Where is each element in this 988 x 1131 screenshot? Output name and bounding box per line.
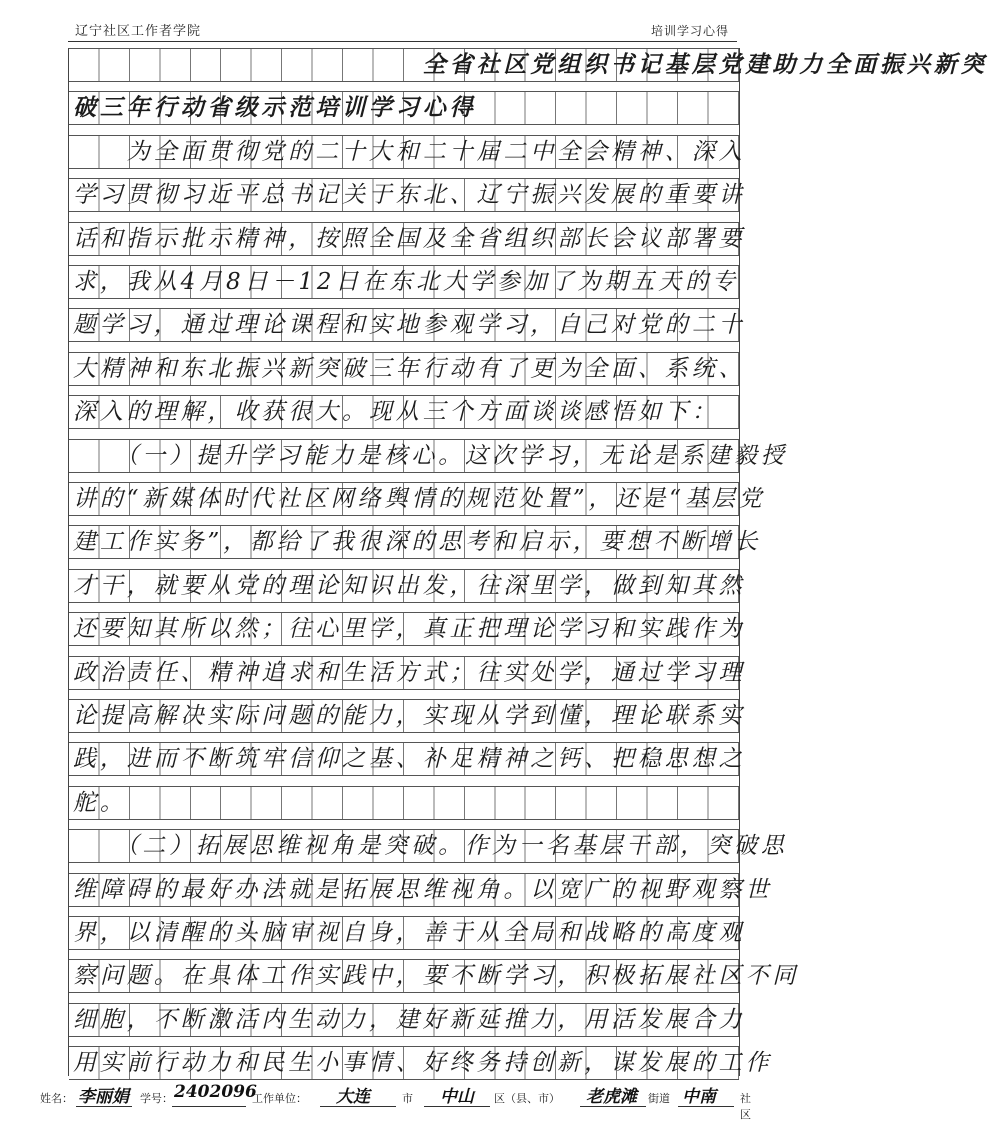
header-rule (68, 41, 737, 42)
manuscript-line (69, 308, 746, 342)
id-label: 学号： (140, 1092, 173, 1105)
district-value: 中山 (440, 1087, 474, 1107)
line-text: 全省社区党组织书记基层党建助力全面振兴新突 (73, 51, 988, 78)
line-text: 才干，就要从党的理论知识出发，往深里学，做到知其然 (73, 572, 746, 599)
name-value: 李丽娟 (78, 1087, 129, 1107)
line-text: 求，我从4月8日－12日在东北大学参加了为期五天的专 (73, 269, 739, 295)
community-underline (678, 1106, 734, 1107)
line-text: 深入的理解，收获很大。现从三个方面谈谈感悟如下： (73, 399, 719, 426)
line-text: 学习贯彻习近平总书记关于东北、辽宁振兴发展的重要讲 (73, 182, 746, 209)
line-text: 话和指示批示精神，按照全国及全省组织部长会议部署要 (73, 225, 746, 252)
district-underline (424, 1106, 490, 1107)
line-text: 题学习，通过理论课程和实地参观学习，自己对党的二十 (73, 312, 746, 339)
manuscript-line (69, 48, 988, 82)
manuscript-line (69, 742, 746, 776)
manuscript-line (69, 482, 766, 516)
line-text: 破三年行动省级示范培训学习心得 (73, 94, 477, 122)
manuscript-line (69, 656, 746, 690)
name-underline (76, 1106, 132, 1107)
line-text: 大精神和东北振兴新突破三年行动有了更为全面、系统、 (73, 355, 746, 382)
line-text: 察问题。在具体工作实践中，要不断学习，积极拓展社区不同 (73, 963, 800, 990)
manuscript-line (69, 135, 746, 169)
line-text: （二）拓展思维视角是突破。作为一名基层干部，突破思 (73, 833, 788, 860)
manuscript-line (69, 612, 746, 646)
line-text: 舵。 (73, 789, 127, 816)
header-doc-type: 培训学习心得 (650, 24, 729, 38)
street-label: 街道 (648, 1092, 670, 1105)
line-text: （一）提升学习能力是核心。这次学习，无论是系建毅授 (73, 442, 788, 469)
line-text: 细胞，不断激活内生动力，建好新延推力，用活发展合力 (73, 1006, 746, 1033)
manuscript-line (69, 178, 746, 212)
id-value: 2402096 (174, 1082, 257, 1102)
manuscript-line (69, 916, 746, 950)
city-underline (320, 1106, 396, 1107)
line-text: 用实前行动力和民生小事情、好终务持创新，谋发展的工作 (73, 1050, 773, 1077)
line-text: 维障碍的最好办法就是拓展思维视角。以宽广的视野观察世 (73, 876, 773, 903)
manuscript-line (69, 222, 746, 256)
manuscript-line (69, 525, 762, 559)
street-value: 老虎滩 (586, 1087, 637, 1107)
manuscript-line (69, 1046, 773, 1080)
line-text: 论提高解决实际问题的能力，实现从学到懂，理论联系实 (73, 703, 746, 729)
line-text: 践，进而不断筑牢信仰之基、补足精神之钙、把稳思想之 (73, 746, 746, 773)
manuscript-line (69, 265, 739, 299)
header-institution: 辽宁社区工作者学院 (75, 24, 202, 39)
community-value: 中南 (682, 1087, 716, 1107)
manuscript-line (69, 569, 746, 603)
manuscript-line (69, 91, 739, 125)
line-text: 政治责任、精神追求和生活方式；往实处学，通过学习理 (73, 659, 746, 686)
manuscript-line (69, 873, 773, 907)
line-text: 为全面贯彻党的二十大和二十届二中全会精神、深入 (73, 138, 746, 165)
id-underline (172, 1106, 246, 1107)
manuscript-line (69, 395, 739, 429)
street-underline (580, 1106, 646, 1107)
manuscript-grid (68, 48, 988, 1077)
footer (40, 1082, 751, 1121)
district-label: 区（县、市） (494, 1092, 560, 1105)
city-label: 市 (402, 1092, 413, 1105)
manuscript-line (69, 699, 746, 733)
line-text: 建工作实务”，都给了我很深的思考和启示，要想不断增长 (73, 529, 762, 556)
line-text: 还要知其所以然；往心里学，真正把理论学习和实践作为 (73, 616, 746, 643)
manuscript-line (69, 439, 788, 473)
manuscript-line (69, 829, 788, 863)
line-text: 界，以清醒的头脑审视自身，善于从全局和战略的高度观 (73, 920, 746, 946)
line-text: 讲的“新媒体时代社区网络舆情的规范处置”，还是“基层党 (73, 486, 766, 512)
manuscript-line (69, 1003, 746, 1037)
name-label: 姓名： (40, 1092, 73, 1105)
unit-label: 工作单位： (252, 1092, 307, 1105)
community-label: 社区 (740, 1092, 751, 1121)
city-value: 大连 (336, 1087, 370, 1107)
manuscript-line (69, 786, 739, 820)
manuscript-line (69, 352, 746, 386)
manuscript-line (69, 959, 800, 993)
